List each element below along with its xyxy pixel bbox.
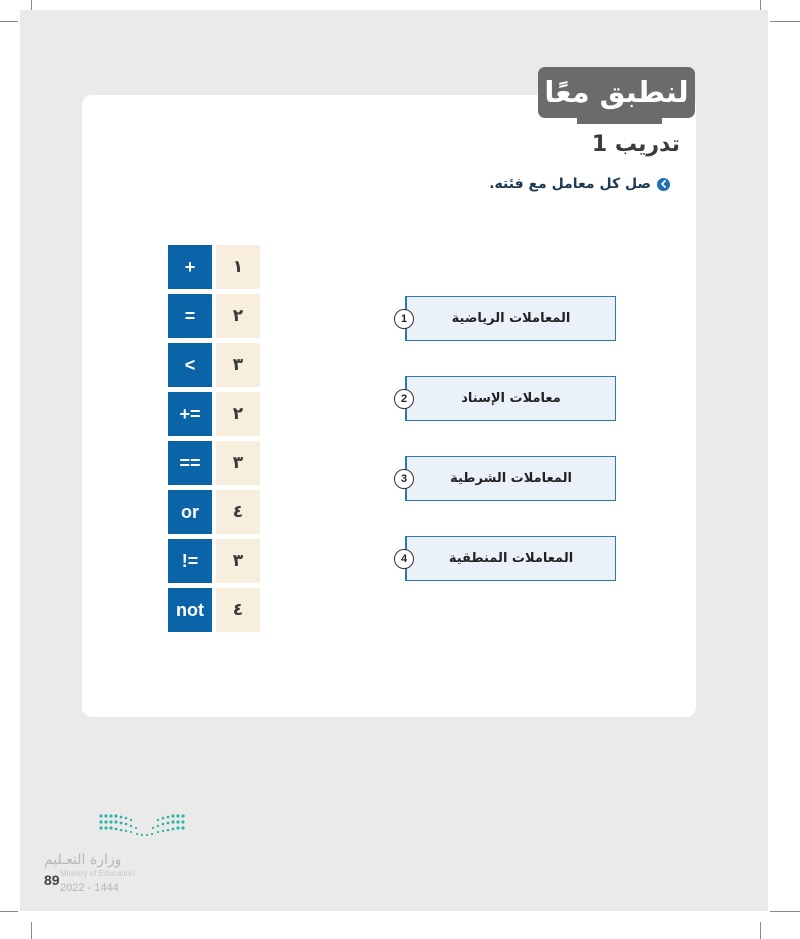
operator-cell: != — [168, 539, 212, 583]
operator-cell: not — [168, 588, 212, 632]
answer-cell[interactable]: ١ — [216, 245, 260, 289]
ministry-logo-icon — [97, 812, 187, 838]
answer-cell[interactable]: ٢ — [216, 392, 260, 436]
answer-cell[interactable]: ٢ — [216, 294, 260, 338]
crop-mark — [760, 922, 761, 939]
category-number: 4 — [394, 549, 414, 569]
category-box-arithmetic: المعاملات الرياضية — [405, 296, 616, 341]
crop-mark — [770, 21, 800, 22]
operator-cell: or — [168, 490, 212, 534]
ministry-name-english: Ministry of Education — [60, 869, 135, 878]
operator-cell: += — [168, 392, 212, 436]
instruction-text: صل كل معامل مع فئته. — [489, 176, 651, 192]
operator-cell: = — [168, 294, 212, 338]
exercise-title: تدريب 1 — [591, 132, 680, 157]
category-number: 3 — [394, 469, 414, 489]
category-box-conditional: المعاملات الشرطية — [405, 456, 616, 501]
answer-cell[interactable]: ٣ — [216, 343, 260, 387]
ministry-name-arabic: وزارة التعـليم — [44, 852, 122, 868]
answer-cell[interactable]: ٤ — [216, 490, 260, 534]
crop-mark — [0, 911, 18, 912]
answer-cell[interactable]: ٣ — [216, 539, 260, 583]
section-header: لنطبق معًا — [538, 67, 695, 118]
crop-mark — [770, 911, 800, 912]
category-box-assignment: معاملات الإسناد — [405, 376, 616, 421]
category-number: 2 — [394, 389, 414, 409]
answer-cell[interactable]: ٤ — [216, 588, 260, 632]
crop-mark — [31, 922, 32, 939]
chevron-left-icon — [657, 178, 670, 191]
answer-cell[interactable]: ٣ — [216, 441, 260, 485]
category-number: 1 — [394, 309, 414, 329]
operator-cell: + — [168, 245, 212, 289]
exercise-instruction — [420, 176, 670, 192]
crop-mark — [0, 21, 18, 22]
academic-year: 2022 - 1444 — [60, 882, 119, 894]
page-number: 89 — [44, 872, 60, 888]
category-box-logical: المعاملات المنطقية — [405, 536, 616, 581]
operator-cell: == — [168, 441, 212, 485]
operator-cell: < — [168, 343, 212, 387]
